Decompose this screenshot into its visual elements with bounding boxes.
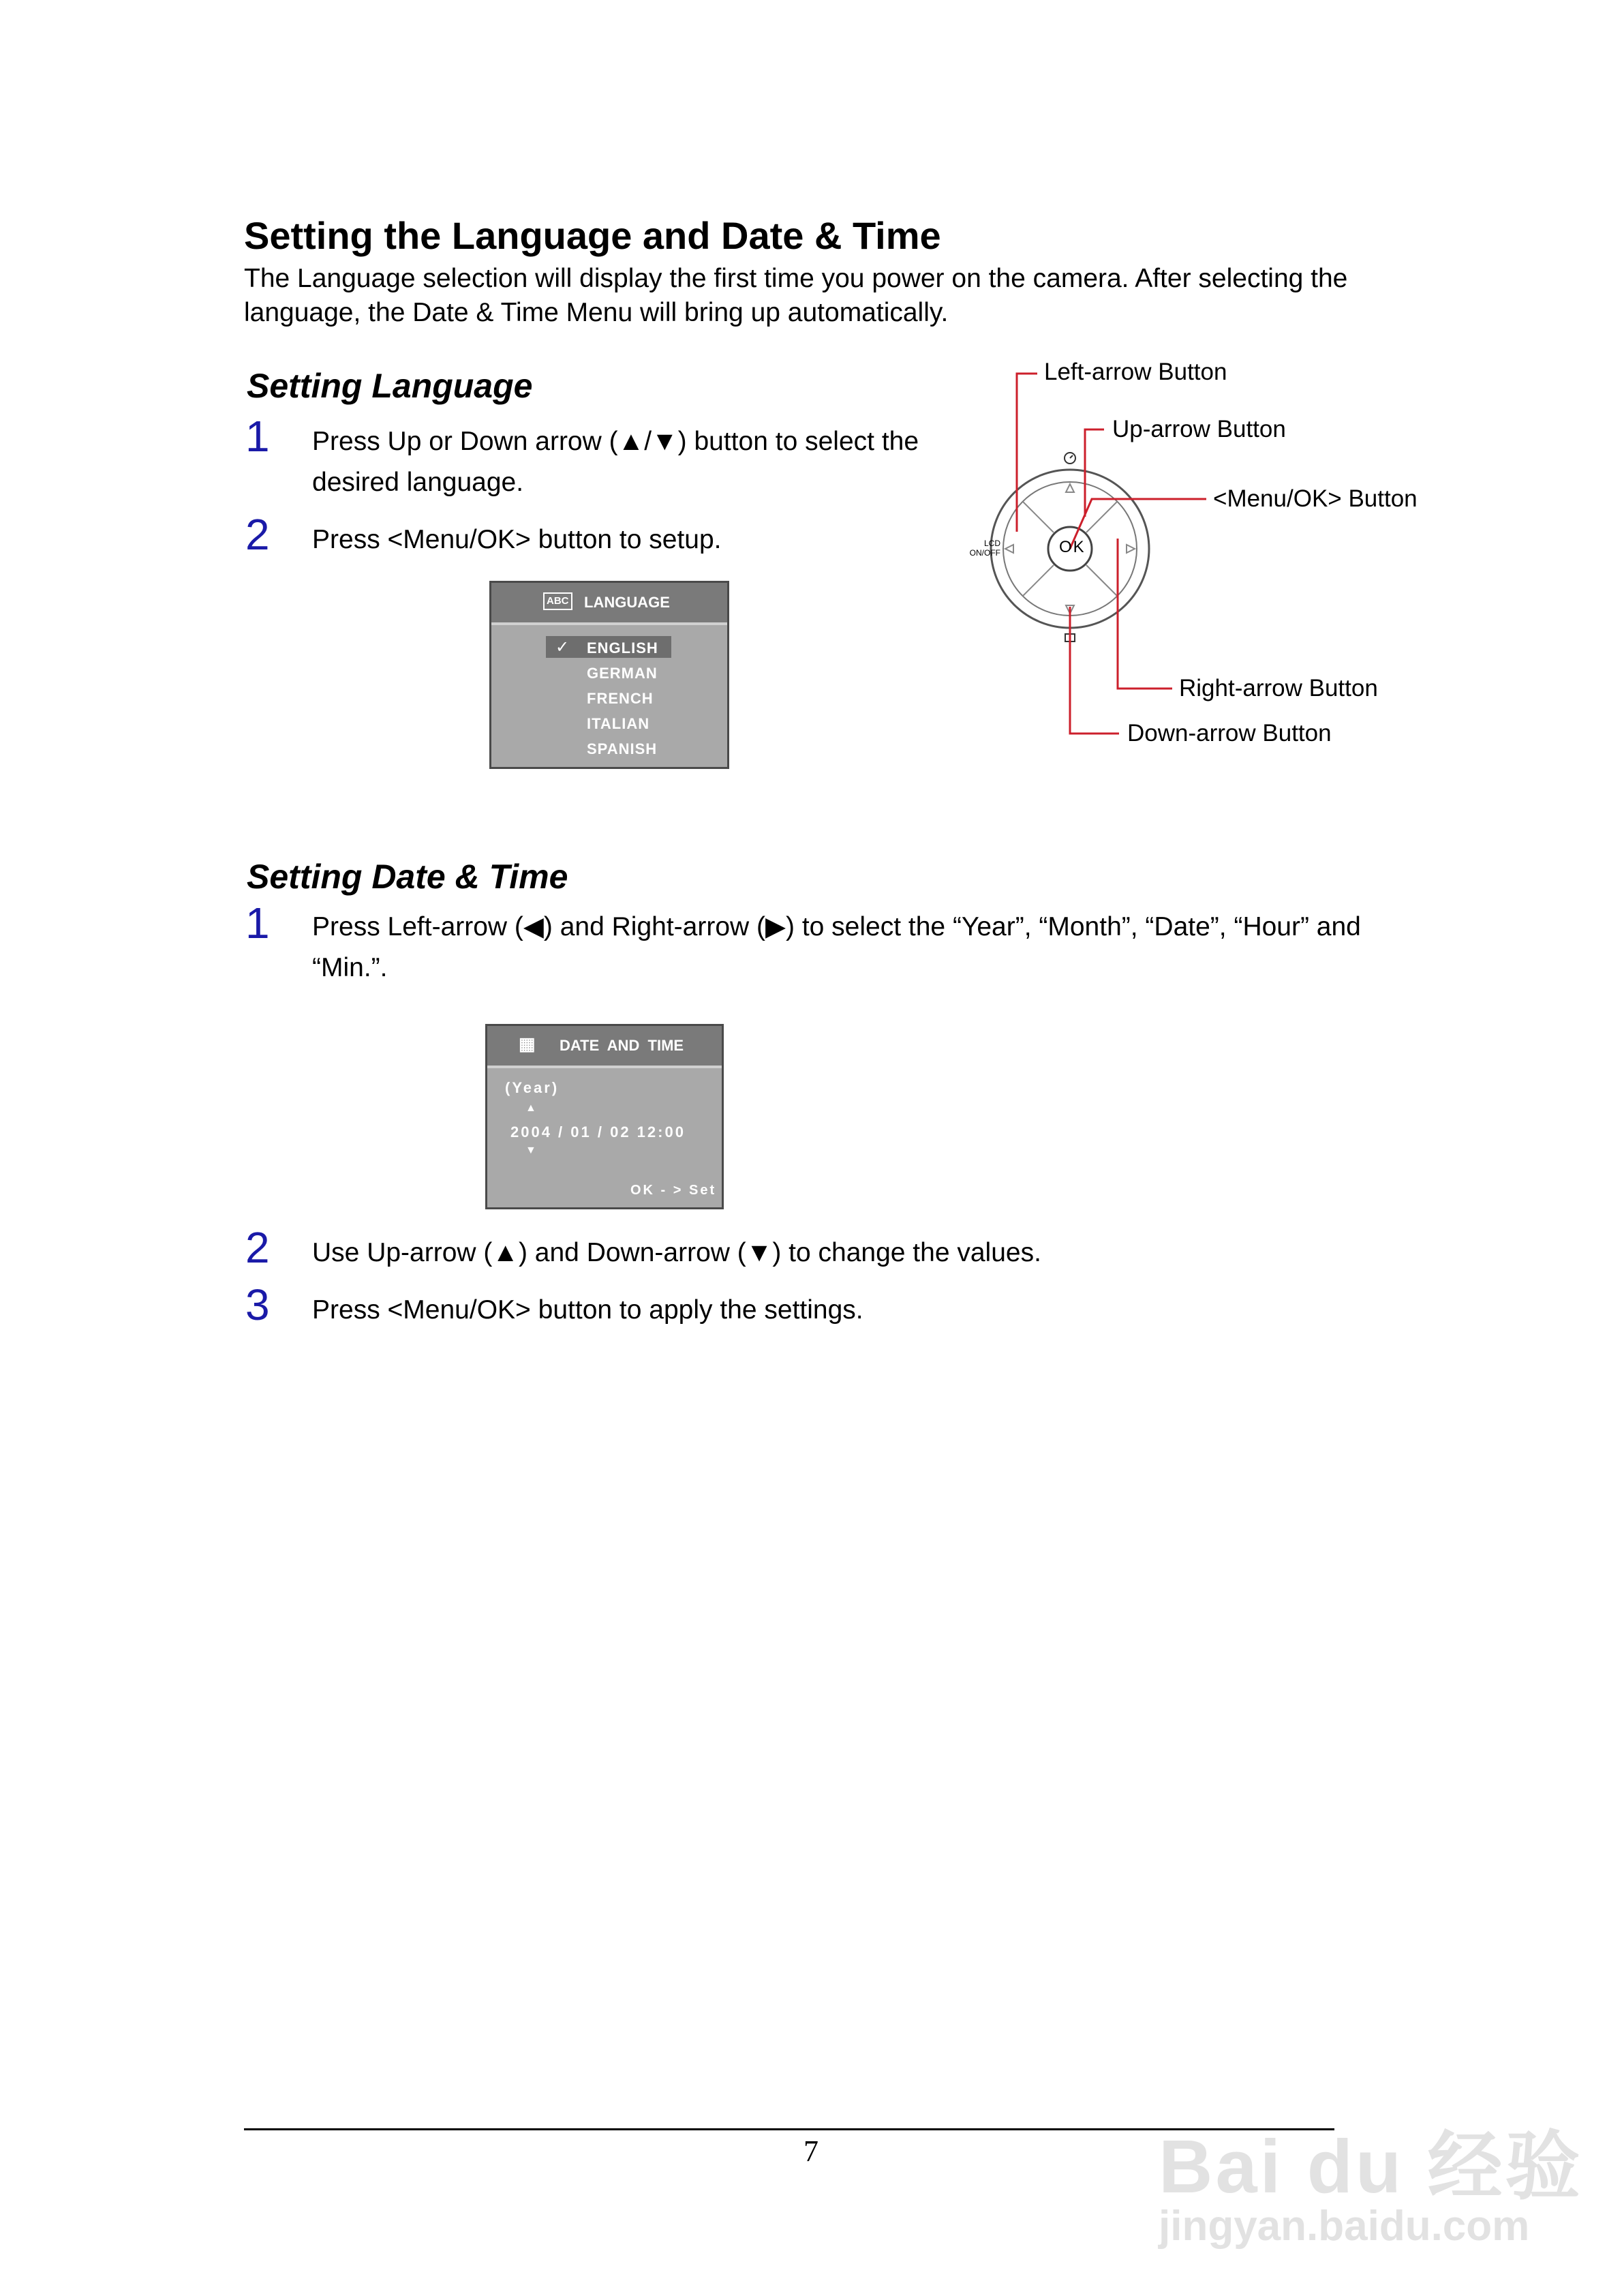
language-option-french: FRENCH [587,690,654,707]
language-option-english: ENGLISH [587,639,658,656]
control-pad-diagram [940,341,1458,764]
language-option-german: GERMAN [587,665,658,682]
right-arrow-callout: Right-arrow Button [1179,675,1378,701]
language-menu-title: LANGUAGE [584,594,670,611]
datetime-step-1-text: Press Left-arrow (◀) and Right-arrow (▶) to select the “Year”, “Month”, “Date”, “Hour” and “Min.”. [312,912,1361,982]
language-heading: Setting Language [247,367,533,405]
language-menu-screen [489,581,729,769]
intro-paragraph: The Language selection will display the first time you power on the camera. After selecting the language, the Date & Time Menu will bring up automatically. [244,264,1348,327]
datetime-menu-title: DATE AND TIME [560,1037,684,1054]
lcd-onoff-label: ON/OFF [969,548,1000,558]
calendar-clock-icon: ▦ [519,1033,536,1054]
page-number: 7 [804,2134,818,2168]
ok-label: OK [1059,538,1086,556]
language-option-spanish: SPANISH [587,740,658,757]
language-step-1-number: 1 [245,412,270,461]
datetime-field-label: (Year) [505,1079,560,1096]
checkmark-icon: ✓ [555,638,570,656]
datetime-step-1-number: 1 [245,898,270,948]
page-title: Setting the Language and Date & Time [244,214,941,257]
datetime-menu-header [487,1026,722,1068]
abc-icon: ABC [543,592,572,610]
datetime-hint: OK - > Set [630,1183,717,1198]
left-arrow-callout: Left-arrow Button [1044,359,1227,385]
lcd-label: LCD [983,539,1000,548]
datetime-step-2-text: Use Up-arrow (▲) and Down-arrow (▼) to change the values. [312,1238,1041,1267]
datetime-step-2-number: 2 [245,1223,270,1272]
language-step-1-text: Press Up or Down arrow (▲/▼) button to select the desired language. [312,427,919,497]
baidu-watermark-logo: Bai du 经验 [1159,2125,1583,2209]
datetime-value: 2004 / 01 / 02 12:00 [510,1123,686,1141]
language-menu-header [491,583,727,625]
value-up-arrow-icon: ▲ [525,1102,537,1114]
language-step-2-text: Press <Menu/OK> button to setup. [312,525,722,554]
datetime-step-3-number: 3 [245,1280,270,1329]
baidu-watermark-url: jingyan.baidu.com [1159,2203,1530,2250]
menu-ok-callout: <Menu/OK> Button [1213,485,1418,512]
up-arrow-callout: Up-arrow Button [1112,416,1286,442]
down-arrow-callout: Down-arrow Button [1127,720,1332,746]
language-step-2-number: 2 [245,510,270,559]
datetime-heading: Setting Date & Time [247,858,568,896]
datetime-menu-screen [485,1024,724,1209]
language-option-italian: ITALIAN [587,715,650,732]
datetime-step-3-text: Press <Menu/OK> button to apply the settings. [312,1295,863,1325]
value-down-arrow-icon: ▼ [525,1145,537,1156]
